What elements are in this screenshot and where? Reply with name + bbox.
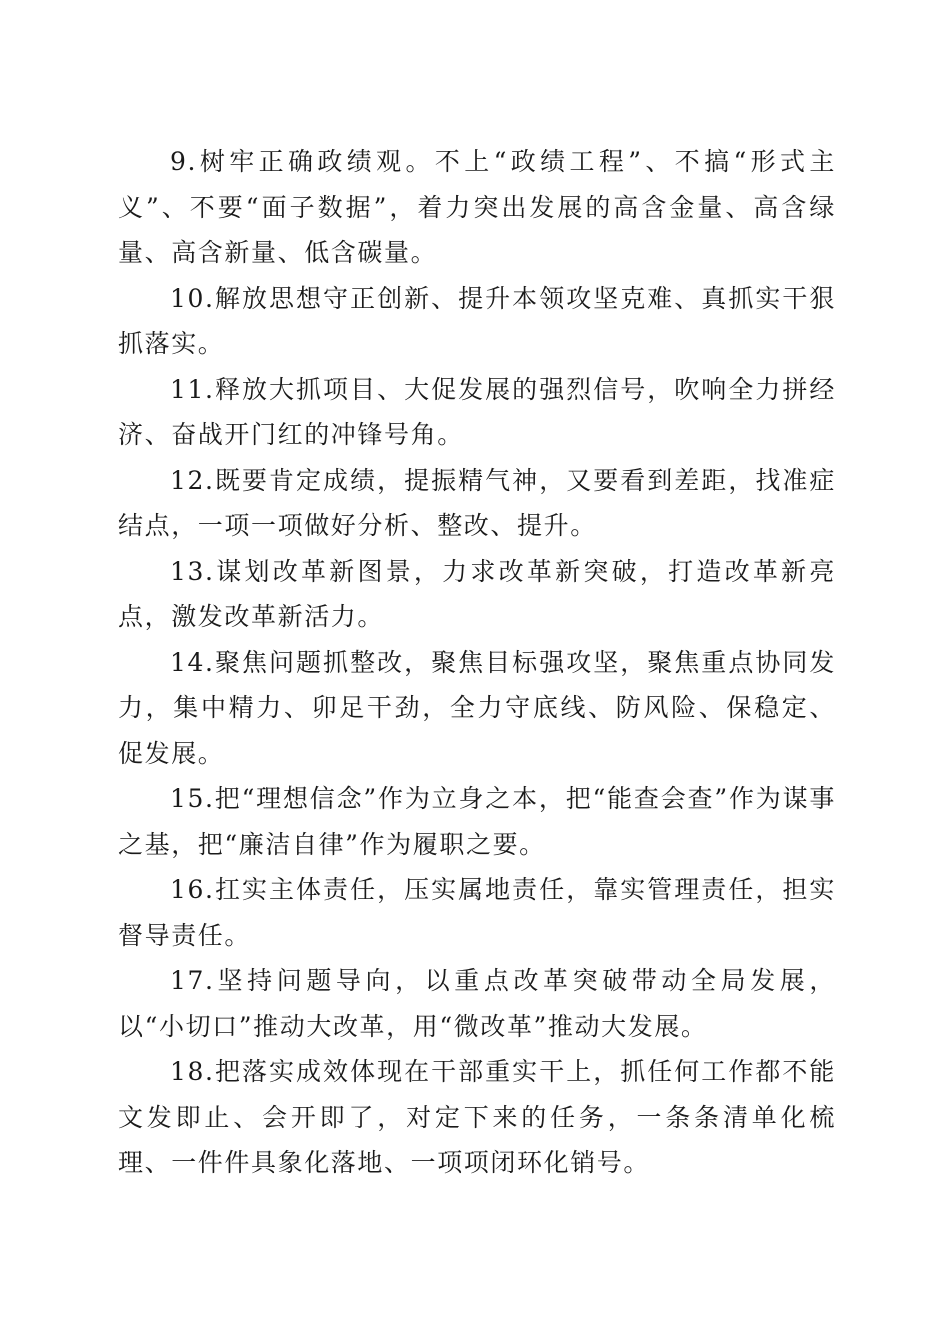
paragraph-11: 11.释放大抓项目、大促发展的强烈信号，吹响全力拼经济、奋战开门红的冲锋号角。 xyxy=(118,374,836,449)
paragraph-18: 18.把落实成效体现在干部重实干上，抓任何工作都不能文发即止、会开即了，对定下来的任务，一条条清单化梳理、一件件具象化落地、一项项闭环化销号。 xyxy=(118,1057,836,1177)
paragraph-12: 12.既要肯定成绩，提振精气神，又要看到差距，找准症结点，一项一项做好分析、整改、提升。 xyxy=(118,465,836,540)
paragraph-17: 17.坚持问题导向，以重点改革突破带动全局发展，以“小切口”推动大改革，用“微改革”推动大发展。 xyxy=(118,966,836,1041)
paragraph-9: 9.树牢正确政绩观。不上“政绩工程”、不搞“形式主义”、不要“面子数据”，着力突出发展的高含金量、高含绿量、高含新量、低含碳量。 xyxy=(118,147,836,267)
document-body xyxy=(118,139,836,1186)
paragraph-14: 14.聚焦问题抓整改，聚焦目标强攻坚，聚焦重点协同发力，集中精力、卯足干劲，全力守底线、防风险、保稳定、促发展。 xyxy=(118,647,836,768)
paragraph-16: 16.扛实主体责任，压实属地责任，靠实管理责任，担实督导责任。 xyxy=(118,875,836,950)
paragraph-13: 13.谋划改革新图景，力求改革新突破，打造改革新亮点，激发改革新活力。 xyxy=(118,556,836,631)
paragraph-10: 10.解放思想守正创新、提升本领攻坚克难、真抓实干狠抓落实。 xyxy=(118,283,836,358)
paragraph-15: 15.把“理想信念”作为立身之本，把“能查会查”作为谋事之基，把“廉洁自律”作为履职之要。 xyxy=(118,784,836,859)
